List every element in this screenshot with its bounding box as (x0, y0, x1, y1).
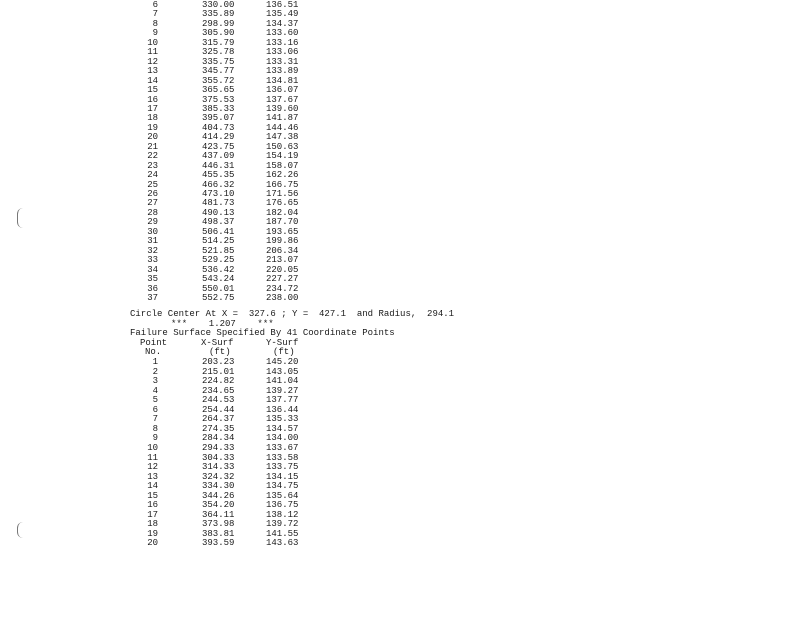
y-value: 158.07 (266, 160, 299, 171)
x-value: 324.32 (202, 471, 235, 482)
x-value: 354.20 (202, 500, 235, 511)
y-value: 133.16 (266, 37, 299, 48)
point-number: 20 (147, 132, 158, 143)
y-value: 154.19 (266, 151, 299, 162)
x-value: 215.01 (202, 366, 235, 377)
point-number: 25 (147, 179, 158, 190)
x-value: 404.73 (202, 122, 235, 133)
circle-center-line: Circle Center At X = 327.6 ; Y = 427.1 and Radius, 294.1 (130, 309, 455, 319)
point-number: 24 (147, 170, 158, 181)
point-number: 19 (147, 122, 158, 133)
point-number: 13 (147, 66, 158, 77)
x-value: 536.42 (202, 264, 235, 275)
y-value: 134.75 (266, 481, 299, 492)
point-number: 35 (147, 274, 158, 285)
x-value: 375.53 (202, 94, 235, 105)
point-number: 14 (147, 481, 158, 492)
point-number: 9 (152, 28, 158, 39)
table-row (130, 424, 310, 434)
x-value: 274.35 (202, 423, 235, 434)
x-value: 543.24 (202, 274, 235, 285)
y-value: 238.00 (266, 292, 299, 303)
table-row (130, 500, 310, 510)
point-number: 17 (147, 103, 158, 114)
table-row (130, 510, 310, 520)
scan-mark (17, 208, 24, 228)
y-value: 141.87 (266, 113, 299, 124)
x-value: 490.13 (202, 207, 235, 218)
x-value: 305.90 (202, 28, 235, 39)
x-value: 314.33 (202, 462, 235, 473)
y-value: 139.72 (266, 519, 299, 530)
table-row (130, 529, 310, 539)
y-value: 133.06 (266, 47, 299, 58)
point-number: 22 (147, 151, 158, 162)
y-value: 143.05 (266, 366, 299, 377)
y-value: 213.07 (266, 255, 299, 266)
y-value: 133.58 (266, 452, 299, 463)
point-number: 34 (147, 264, 158, 275)
point-number: 20 (147, 538, 158, 549)
y-value: 227.27 (266, 274, 299, 285)
point-number: 3 (152, 376, 158, 387)
point-number: 18 (147, 113, 158, 124)
y-value: 136.51 (266, 0, 299, 10)
point-number: 9 (152, 433, 158, 444)
x-value: 514.25 (202, 236, 235, 247)
y-value: 193.65 (266, 226, 299, 237)
y-value: 141.55 (266, 528, 299, 539)
y-value: 234.72 (266, 283, 299, 294)
y-value: 145.20 (266, 357, 299, 367)
safety-factor-line: *** 1.207 *** (171, 319, 274, 329)
table-row (130, 481, 310, 491)
x-value: 529.25 (202, 255, 235, 266)
x-value: 254.44 (202, 404, 235, 415)
y-value: 134.57 (266, 423, 299, 434)
x-value: 335.89 (202, 9, 235, 20)
y-value: 135.64 (266, 490, 299, 501)
table-row (130, 367, 310, 377)
x-value: 344.26 (202, 490, 235, 501)
point-number: 23 (147, 160, 158, 171)
y-value: 133.67 (266, 442, 299, 453)
x-value: 423.75 (202, 141, 235, 152)
point-number: 32 (147, 245, 158, 256)
table-row (130, 395, 310, 405)
x-value: 395.07 (202, 113, 235, 124)
x-value: 473.10 (202, 189, 235, 199)
point-number: 2 (152, 366, 158, 377)
y-value: 147.38 (266, 132, 299, 143)
y-value: 133.75 (266, 462, 299, 473)
x-value: 244.53 (202, 395, 235, 406)
y-value: 133.89 (266, 66, 299, 77)
point-number: 16 (147, 500, 158, 511)
y-value: 137.77 (266, 395, 299, 406)
point-number: 1 (152, 357, 158, 367)
point-number: 7 (152, 9, 158, 20)
table-row (130, 414, 310, 424)
point-number: 27 (147, 198, 158, 209)
x-value: 364.11 (202, 509, 235, 520)
y-value: 139.27 (266, 385, 299, 396)
x-value: 466.32 (202, 179, 235, 190)
x-value: 481.73 (202, 198, 235, 209)
table-row (130, 405, 310, 415)
y-value: 136.75 (266, 500, 299, 511)
y-value: 206.34 (266, 245, 299, 256)
y-value: 136.44 (266, 404, 299, 415)
x-value: 294.33 (202, 442, 235, 453)
y-value: 135.49 (266, 9, 299, 20)
point-number: 31 (147, 236, 158, 247)
table-row (130, 376, 310, 386)
point-number: 12 (147, 462, 158, 473)
y-value: 135.33 (266, 414, 299, 425)
point-number: 10 (147, 442, 158, 453)
point-number: 7 (152, 414, 158, 425)
point-number: 18 (147, 519, 158, 530)
x-value: 385.33 (202, 103, 235, 114)
x-value: 203.23 (202, 357, 235, 367)
table-row (130, 386, 310, 396)
point-number: 14 (147, 75, 158, 86)
scan-mark (17, 522, 24, 538)
x-value: 284.34 (202, 433, 235, 444)
x-value: 383.81 (202, 528, 235, 539)
x-value: 455.35 (202, 170, 235, 181)
x-value: 264.37 (202, 414, 235, 425)
point-number: 17 (147, 509, 158, 520)
y-value: 136.07 (266, 85, 299, 96)
y-value: 134.15 (266, 471, 299, 482)
point-number: 6 (152, 0, 158, 10)
x-value: 506.41 (202, 226, 235, 237)
point-number: 15 (147, 490, 158, 501)
point-number: 6 (152, 404, 158, 415)
table-row (130, 453, 310, 463)
y-value: 199.86 (266, 236, 299, 247)
y-value: 133.31 (266, 56, 299, 67)
x-value: 414.29 (202, 132, 235, 143)
point-number: 37 (147, 292, 158, 303)
table-row (130, 433, 310, 443)
table-row (130, 472, 310, 482)
x-value: 298.99 (202, 18, 235, 29)
x-value: 234.65 (202, 385, 235, 396)
point-number: 30 (147, 226, 158, 237)
point-number: 16 (147, 94, 158, 105)
x-value: 437.09 (202, 151, 235, 162)
header-x-unit: (ft) (209, 347, 231, 357)
y-value: 141.04 (266, 376, 299, 387)
y-value: 139.60 (266, 103, 299, 114)
x-value: 224.82 (202, 376, 235, 387)
x-value: 325.78 (202, 47, 235, 58)
x-value: 330.00 (202, 0, 235, 10)
point-number: 12 (147, 56, 158, 67)
x-value: 334.30 (202, 481, 235, 492)
x-value: 552.75 (202, 292, 235, 303)
y-value: 143.63 (266, 538, 299, 549)
table-row (130, 293, 310, 303)
point-number: 28 (147, 207, 158, 218)
x-value: 304.33 (202, 452, 235, 463)
point-number: 4 (152, 385, 158, 396)
y-value: 134.81 (266, 75, 299, 86)
point-number: 5 (152, 395, 158, 406)
y-value: 162.26 (266, 170, 299, 181)
x-value: 373.98 (202, 519, 235, 530)
failure-surface-line: Failure Surface Specified By 41 Coordinate Points (130, 328, 395, 338)
x-value: 393.59 (202, 538, 235, 549)
x-value: 521.85 (202, 245, 235, 256)
y-value: 134.00 (266, 433, 299, 444)
x-value: 498.37 (202, 217, 235, 228)
y-value: 137.67 (266, 94, 299, 105)
table-row (130, 491, 310, 501)
point-number: 10 (147, 37, 158, 48)
y-value: 171.56 (266, 189, 299, 199)
table-row (130, 462, 310, 472)
x-value: 335.75 (202, 56, 235, 67)
point-number: 11 (147, 452, 158, 463)
x-value: 550.01 (202, 283, 235, 294)
header-y-surf: Y-Surf (266, 338, 299, 348)
table-row (130, 538, 310, 548)
table-row (130, 357, 310, 367)
point-number: 19 (147, 528, 158, 539)
y-value: 166.75 (266, 179, 299, 190)
y-value: 134.37 (266, 18, 299, 29)
point-number: 8 (152, 18, 158, 29)
header-no: No. (145, 347, 162, 357)
y-value: 138.12 (266, 509, 299, 520)
y-value: 144.46 (266, 122, 299, 133)
point-number: 36 (147, 283, 158, 294)
x-value: 345.77 (202, 66, 235, 77)
table-row (130, 443, 310, 453)
y-value: 182.04 (266, 207, 299, 218)
x-value: 446.31 (202, 160, 235, 171)
x-value: 365.65 (202, 85, 235, 96)
y-value: 150.63 (266, 141, 299, 152)
header-y-unit: (ft) (273, 347, 295, 357)
point-number: 13 (147, 471, 158, 482)
point-number: 15 (147, 85, 158, 96)
header-x-surf: X-Surf (201, 338, 234, 348)
point-number: 8 (152, 423, 158, 434)
table-row (130, 519, 310, 529)
y-value: 220.05 (266, 264, 299, 275)
y-value: 187.70 (266, 217, 299, 228)
point-number: 29 (147, 217, 158, 228)
point-number: 21 (147, 141, 158, 152)
point-number: 26 (147, 189, 158, 199)
y-value: 133.60 (266, 28, 299, 39)
header-point: Point (140, 338, 168, 348)
point-number: 33 (147, 255, 158, 266)
point-number: 11 (147, 47, 158, 58)
x-value: 315.79 (202, 37, 235, 48)
y-value: 176.65 (266, 198, 299, 209)
x-value: 355.72 (202, 75, 235, 86)
